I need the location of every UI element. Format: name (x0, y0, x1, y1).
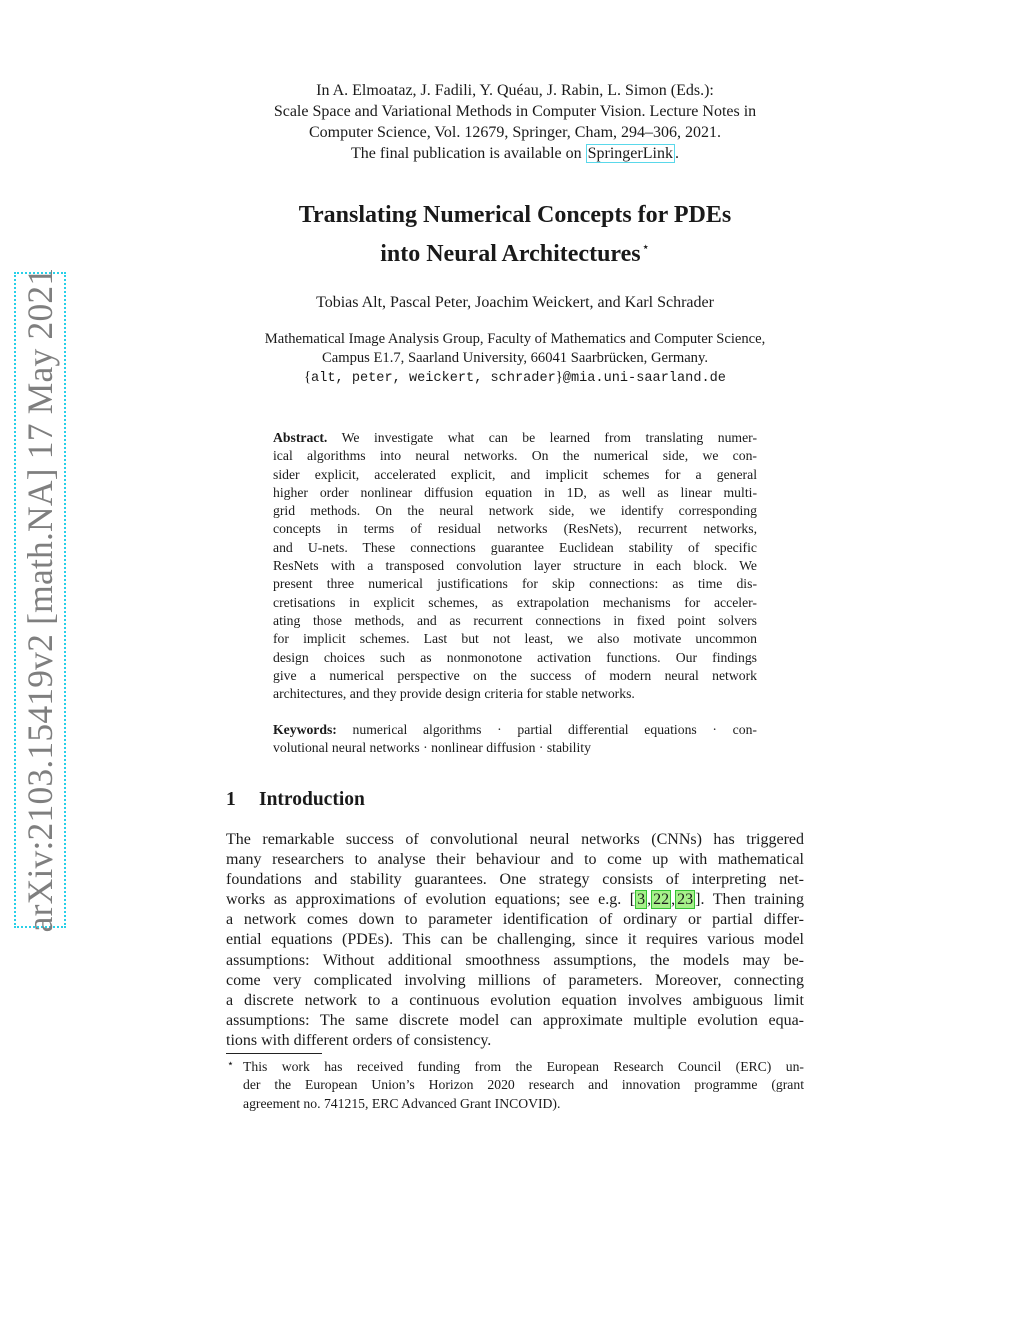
arxiv-identifier[interactable]: arXiv:2103.15419v2 [math.NA] 17 May 2021 (20, 267, 60, 933)
abstract-line: architectures, and they provide design criteria for stable networks. (273, 686, 635, 702)
body-line: a network comes down to parameter identification of ordinary or partial differ- (226, 911, 804, 929)
abstract-line: ating those methods, and as recurrent connections in fixed point solvers (273, 612, 757, 628)
abstract (273, 429, 757, 703)
section-title: Introduction (259, 789, 365, 810)
affiliation (150, 330, 880, 388)
footnote-marker: ⋆ (227, 1058, 234, 1070)
body-line-text: ]. Then training (695, 891, 804, 909)
email-brace-close: } (555, 369, 563, 385)
abstract-line: cretisations in explicit schemes, as extrapolation mechanisms for acceler- (273, 594, 757, 610)
abstract-line: ResNets with a transposed convolution layer structure in each block. We (273, 558, 757, 574)
body-line: a discrete network to a continuous evolution equation involves ambiguous limit (226, 991, 804, 1009)
citation-separator: , (671, 891, 676, 909)
publication-note-line: In A. Elmoataz, J. Fadili, Y. Quéau, J. Rabin, L. Simon (Eds.): (316, 82, 714, 99)
email-line (150, 368, 880, 388)
abstract-line-text: We investigate what can be learned from translating numer- (327, 430, 757, 445)
body-line: The remarkable success of convolutional neural networks (CNNs) has triggered (226, 831, 804, 848)
title-line (150, 231, 880, 270)
footnote-divider (226, 1053, 322, 1054)
title-line: Translating Numerical Concepts for PDEs (298, 202, 732, 228)
publication-note-text: The final publication is available on (351, 145, 586, 162)
title-footnote-marker[interactable]: ⋆ (641, 239, 650, 254)
publication-note (150, 80, 880, 164)
keywords-label: Keywords: (273, 722, 337, 737)
email-names: alt, peter, weickert, schrader (311, 371, 556, 386)
keywords-line-text: numerical algorithms · partial differential equations · con- (336, 722, 757, 737)
abstract-line: grid methods. On the neural network side, we identify corresponding (273, 503, 757, 519)
abstract-line: ical algorithms into neural networks. On the numerical side, we con- (273, 448, 757, 464)
email-domain: @mia.uni-saarland.de (562, 371, 726, 386)
abstract-line: design choices such as nonmonotone activation functions. Our findings (273, 649, 757, 665)
title-line-text: into Neural Architectures (380, 241, 641, 267)
footnote-line-text: This work has received funding from the European Research Council (ERC) un- (243, 1059, 804, 1074)
footnote-line: agreement no. 741215, ERC Advanced Grant INCOVID). (243, 1095, 561, 1111)
paper-title (150, 200, 880, 270)
abstract-line: give a numerical perspective on the success of modern neural network (273, 667, 757, 683)
section-heading (226, 789, 365, 811)
email-brace-open: { (304, 369, 312, 385)
body-line: come very complicated involving millions of parameters. Moreover, connecting (226, 971, 804, 989)
abstract-line: for implicit schemes. Last but not least, we also motivate uncommon (273, 631, 757, 647)
keywords (273, 721, 757, 758)
body-line: assumptions: The same discrete model can approximate multiple evolution equa- (226, 1011, 804, 1029)
author-list: Tobias Alt, Pascal Peter, Joachim Weickert, and Karl Schrader (316, 294, 714, 311)
abstract-line: higher order nonlinear diffusion equation in 1D, as well as linear multi- (273, 484, 757, 500)
publication-note-line: Scale Space and Variational Methods in Computer Vision. Lecture Notes in (273, 103, 757, 120)
publication-note-line: Computer Science, Vol. 12679, Springer, Cham, 294–306, 2021. (308, 124, 722, 141)
keywords-line: volutional neural networks · nonlinear diffusion · stability (273, 740, 591, 756)
body-line-text: works as approximations of evolution equations; see e.g. [ (226, 891, 636, 909)
citation-separator: , (647, 891, 652, 909)
arxiv-stamp[interactable] (14, 267, 66, 933)
body-line: foundations and stability guarantees. One strategy consists of interpreting net- (226, 871, 804, 889)
footnote-line: der the European Union’s Horizon 2020 research and innovation programme (grant (243, 1077, 804, 1093)
citation-link[interactable]: 3 (637, 891, 646, 909)
body-line: ential equations (PDEs). This can be challenging, since it requires various model (226, 931, 804, 949)
affiliation-line: Campus E1.7, Saarland University, 66041 Saarbrücken, Germany. (322, 350, 708, 366)
citation-link[interactable]: 22 (653, 891, 670, 909)
body-line: many researchers to analyse their behaviour and to come up with mathematical (226, 851, 804, 869)
publication-note-period: . (674, 145, 679, 162)
abstract-line: concepts in terms of residual networks (ResNets), recurrent networks, (273, 521, 757, 537)
springerlink-link[interactable]: SpringerLink (587, 145, 673, 162)
body-line: assumptions: Without additional smoothness assumptions, the models may be- (226, 951, 804, 969)
affiliation-line: Mathematical Image Analysis Group, Faculty of Mathematics and Computer Science, (264, 331, 766, 347)
publication-note-line (150, 143, 880, 164)
citation-link[interactable]: 23 (677, 891, 694, 909)
abstract-line (273, 429, 757, 447)
body-line (226, 890, 804, 910)
section-number: 1 (226, 789, 236, 810)
introduction-paragraph (226, 830, 804, 1051)
footnote (226, 1058, 804, 1113)
body-line: tions with different orders of consistency. (226, 1031, 492, 1049)
footnote-line (226, 1058, 804, 1076)
keywords-line (273, 721, 757, 739)
abstract-line: and U-nets. These connections guarantee Euclidean stability of specific (273, 539, 757, 555)
abstract-line: sider explicit, accelerated explicit, and implicit schemes for a general (273, 466, 757, 482)
abstract-label: Abstract. (273, 430, 328, 445)
abstract-line: present three numerical justifications for skip connections: as time dis- (273, 576, 757, 592)
